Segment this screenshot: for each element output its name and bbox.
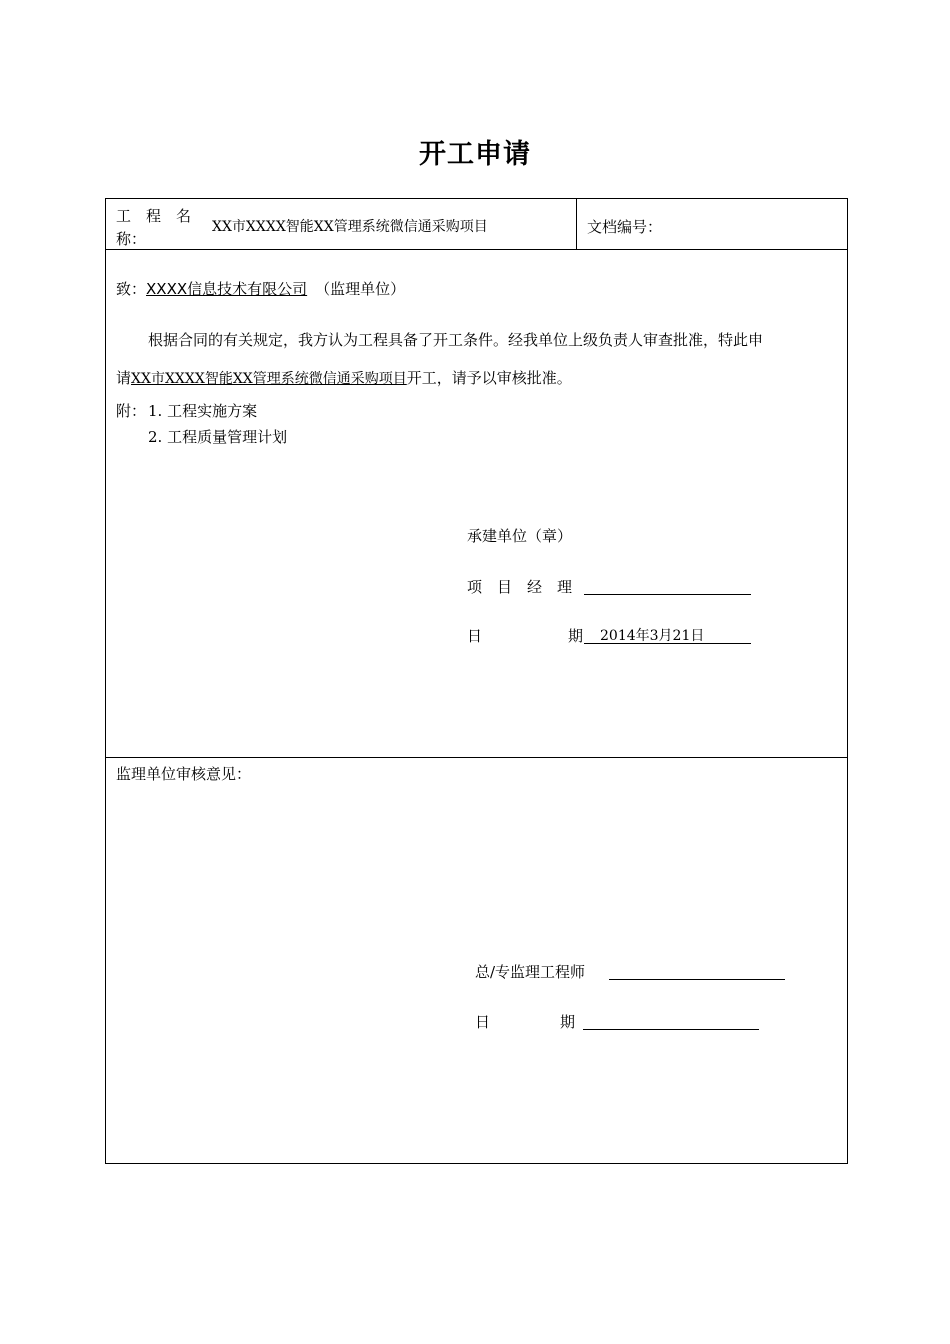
application-date-label-2: 期 — [568, 627, 584, 645]
project-name-label-cont: 称： — [116, 230, 147, 248]
supervision-date-line — [583, 1029, 759, 1030]
supervising-engineer-label: 总/专监理工程师 — [475, 963, 586, 981]
contractor-seal-label: 承建单位（章） — [467, 527, 573, 545]
paragraph-prefix: 请 — [116, 369, 132, 387]
paragraph-suffix: 开工，请予以审核批准。 — [406, 369, 572, 387]
row-divider-2 — [105, 757, 848, 758]
project-manager-signature-line — [584, 594, 751, 595]
supervision-date-label-2: 期 — [560, 1013, 576, 1031]
recipient-line — [116, 279, 405, 299]
application-paragraph-line-1: 根据合同的有关规定，我方认为工程具备了开工条件。经我单位上级负责人审查批准，特此申 — [148, 331, 764, 349]
document-title: 开工申请 — [419, 139, 531, 170]
recipient-company: XXXX信息技术有限公司 — [146, 280, 308, 298]
supervision-date-label-1: 日 — [475, 1013, 491, 1031]
application-date-label-1: 日 — [467, 627, 483, 645]
paragraph-project-name: XX市XXXX智能XX管理系统微信通采购项目 — [131, 371, 407, 387]
application-date-value: 2014年3月21日 — [600, 628, 705, 644]
application-date-line — [584, 643, 751, 644]
project-name-label: 工 程 名 — [116, 207, 192, 225]
recipient-suffix: （监理单位） — [315, 280, 406, 298]
application-paragraph-line-2 — [116, 368, 572, 389]
doc-number-label: 文档编号： — [587, 218, 663, 236]
supervision-opinion-label: 监理单位审核意见： — [116, 765, 252, 783]
attachment-item-1: 1. 工程实施方案 — [148, 402, 258, 420]
attachment-item-2: 2. 工程质量管理计划 — [148, 428, 288, 446]
project-name-value: XX市XXXX智能XX管理系统微信通采购项目 — [212, 219, 488, 235]
column-divider — [576, 198, 577, 249]
supervising-engineer-signature-line — [609, 979, 785, 980]
attachments-label: 附： — [116, 402, 147, 420]
row-divider-1 — [105, 249, 848, 250]
recipient-prefix: 致： — [116, 280, 147, 298]
project-manager-label: 项 目 经 理 — [467, 578, 573, 596]
